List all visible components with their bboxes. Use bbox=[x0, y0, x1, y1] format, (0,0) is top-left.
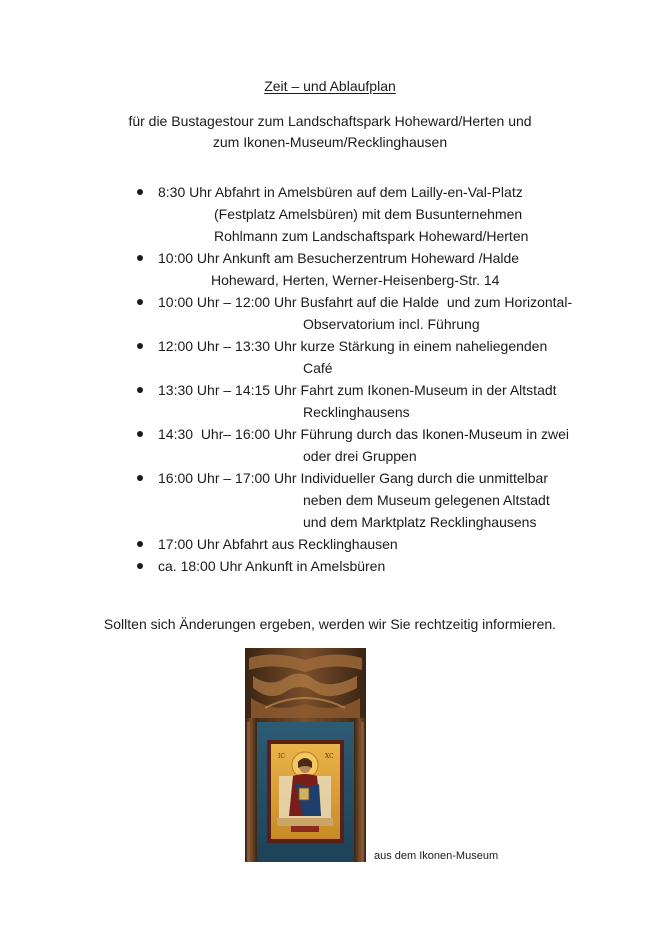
schedule-time: 16:00 Uhr – 17:00 Uhr bbox=[158, 470, 297, 486]
schedule-item bbox=[132, 423, 602, 467]
svg-text:IC: IC bbox=[278, 753, 285, 760]
schedule-line: kurze Stärkung in einem naheliegenden bbox=[300, 338, 548, 354]
schedule-item bbox=[132, 247, 602, 291]
change-notice: Sollten sich Änderungen ergeben, werden wir Sie rechtzeitig informieren. bbox=[103, 616, 557, 632]
svg-text:XC: XC bbox=[325, 753, 334, 760]
schedule-item bbox=[132, 335, 602, 379]
schedule-line: 17:00 Uhr Abfahrt aus Recklinghausen bbox=[158, 536, 398, 552]
subtitle-line-2: zum Ikonen-Museum/Recklinghausen bbox=[212, 134, 448, 150]
schedule-line: Individueller Gang durch die unmittelbar bbox=[300, 470, 549, 486]
schedule-time: 10:00 Uhr – 12:00 Uhr bbox=[158, 294, 297, 310]
schedule-line: Observatorium incl. Führung bbox=[303, 316, 480, 332]
schedule-line: Führung durch das Ikonen-Museum in zwei bbox=[300, 426, 569, 442]
schedule-line: und dem Marktplatz Recklinghausens bbox=[303, 514, 537, 530]
schedule-item bbox=[132, 379, 602, 423]
schedule-line: Rohlmann zum Landschaftspark Hoheward/Herten bbox=[214, 228, 529, 244]
subtitle-line-1: für die Bustagestour zum Landschaftspark Hoheward/Herten und bbox=[128, 113, 532, 129]
schedule-line: ca. 18:00 Uhr Ankunft in Amelsbüren bbox=[158, 558, 386, 574]
schedule-list bbox=[132, 181, 602, 577]
photo-caption: aus dem Ikonen-Museum bbox=[374, 850, 499, 862]
schedule-line: (Festplatz Amelsbüren) mit dem Busunternehmen bbox=[214, 206, 523, 222]
page-title: Zeit – und Ablaufplan bbox=[264, 78, 396, 94]
schedule-line: Busfahrt auf die Halde und zum Horizontal- bbox=[300, 294, 573, 310]
schedule-line: 10:00 Uhr Ankunft am Besucherzentrum Hoheward /Halde bbox=[158, 250, 520, 266]
schedule-line: oder drei Gruppen bbox=[303, 448, 417, 464]
subtitle bbox=[0, 111, 660, 153]
schedule-line: Hoheward, Herten, Werner-Heisenberg-Str. 14 bbox=[211, 272, 500, 288]
schedule-line: 8:30 Uhr Abfahrt in Amelsbüren auf dem Lailly-en-Val-Platz bbox=[158, 184, 523, 200]
schedule-line: Café bbox=[303, 360, 333, 376]
schedule-item bbox=[132, 533, 602, 555]
schedule-line: neben dem Museum gelegenen Altstadt bbox=[303, 492, 550, 508]
schedule-time: 14:30 Uhr– 16:00 Uhr bbox=[158, 426, 297, 442]
icon-museum-photo bbox=[245, 648, 366, 862]
schedule-item bbox=[132, 291, 602, 335]
schedule-item bbox=[132, 555, 602, 577]
schedule-line: Fahrt zum Ikonen-Museum in der Altstadt bbox=[300, 382, 557, 398]
schedule-time: 13:30 Uhr – 14:15 Uhr bbox=[158, 382, 297, 398]
schedule-item bbox=[132, 467, 602, 533]
schedule-item bbox=[132, 181, 602, 247]
schedule-line: Recklinghausens bbox=[303, 404, 410, 420]
schedule-time: 12:00 Uhr – 13:30 Uhr bbox=[158, 338, 297, 354]
